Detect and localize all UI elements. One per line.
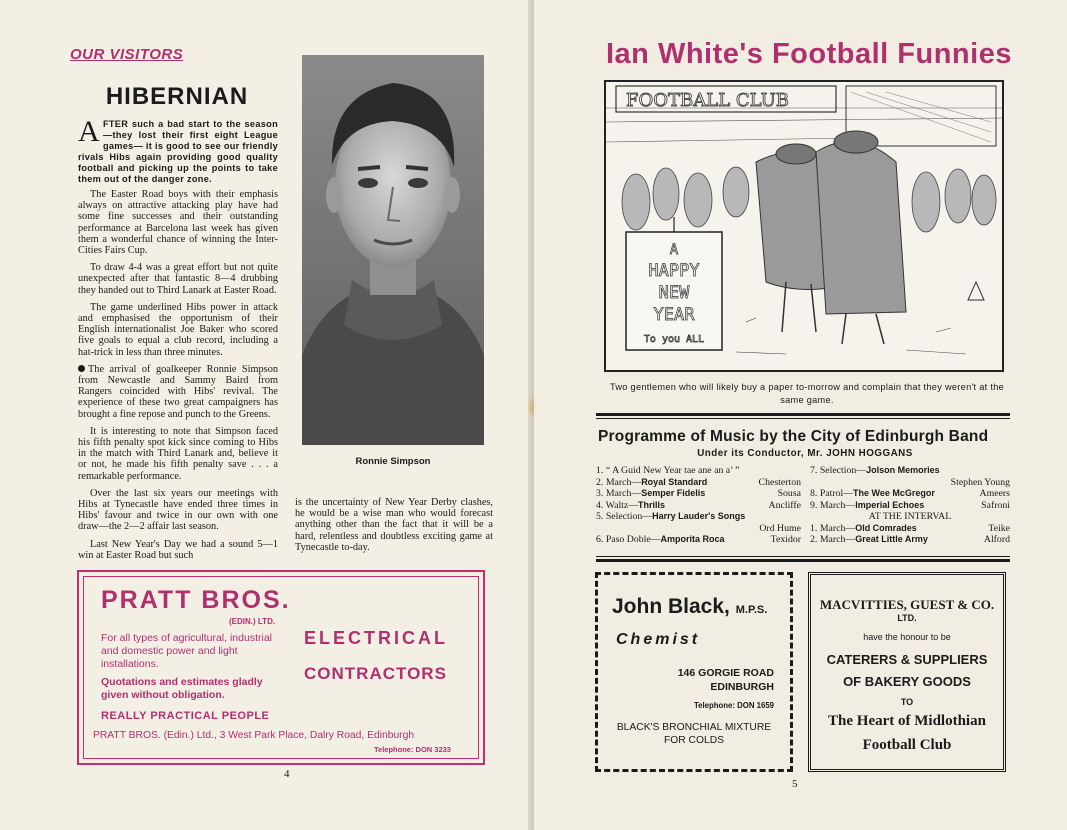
music-item <box>596 511 801 523</box>
music-composer: Safroni <box>981 499 1010 511</box>
player-photo <box>302 55 484 445</box>
music-item <box>596 465 801 477</box>
placard-line: NEW <box>658 283 690 303</box>
advert-name <box>612 595 767 619</box>
placard-line: To you ALL <box>643 334 705 345</box>
divider-rule <box>596 413 1010 416</box>
music-list-right <box>810 465 1010 546</box>
music-type: “ A Guid New Year tae ane an a’ ” <box>605 465 740 476</box>
music-item <box>596 488 801 500</box>
article-paragraph-text: The arrival of goalkeeper Ronnie Simpson from Newcastle and Sammy Baird from Rangers coincided with Hibs' revival. The experience of these two great campaigners has brought a fine repose and punch to the Greens. <box>78 363 278 420</box>
music-type: Waltz— <box>605 499 639 511</box>
music-item <box>810 488 1010 500</box>
music-composer: Stephen Young <box>950 476 1010 488</box>
music-num: 6. <box>596 534 604 545</box>
advert-product <box>598 721 790 747</box>
advert-ltd: LTD. <box>897 613 917 623</box>
article-paragraph: Over the last six years our meetings with Hibs at Tynecastle have ended three times in Hibs' favour and twice in our own with one draw—the 2—2 affair last season. <box>78 487 278 533</box>
music-item <box>596 500 801 512</box>
placard-line: YEAR <box>653 305 695 325</box>
music-title: Old Comrades <box>855 522 917 533</box>
music-type: Paso Doble— <box>605 534 661 545</box>
music-item <box>810 523 1010 535</box>
advert-product-line: FOR COLDS <box>663 735 725 746</box>
advert-address-line: 146 GORGIE ROAD <box>677 667 774 679</box>
bullet-icon <box>78 365 85 372</box>
divider-rule <box>596 559 1010 562</box>
john-black-advert <box>595 572 793 772</box>
music-num: 8. <box>810 488 818 499</box>
club-name: HIBERNIAN <box>105 83 249 110</box>
music-title: Amporita Roca <box>660 534 725 544</box>
divider-rule <box>596 556 1010 557</box>
advert-to: TO <box>900 697 914 707</box>
music-num: 4. <box>596 499 604 511</box>
music-title: Semper Fidelis <box>641 488 706 498</box>
music-type: Selection— <box>605 511 653 522</box>
music-item <box>810 465 1010 477</box>
music-type: Patrol— <box>819 488 854 499</box>
advert-description: For all types of agricultural, industrial and domestic power and light installations. <box>101 632 272 670</box>
advert-address-line: EDINBURGH <box>710 681 774 693</box>
article-paragraph: To draw 4-4 was a great effort but not quite unexpected after that fantastic 8—4 drubbing they handed out to Third Lanark at Easter Road. <box>78 262 278 296</box>
article-continuation: is the uncertainty of New Year Derby clashes, he would be a wise man who would forecast anything other than the fact that it will be a hard, relentless and doubtless exciting game at Tynecastle to-day. <box>295 497 493 553</box>
photo-caption: Ronnie Simpson <box>355 456 431 467</box>
article-intro <box>78 115 278 185</box>
advert-tagline: REALLY PRACTICAL PEOPLE <box>101 710 270 722</box>
music-num: 1. <box>596 465 604 476</box>
page-number: 5 <box>792 778 798 790</box>
music-programme-title: Programme of Music by the City of Edinburgh Band <box>598 428 989 445</box>
article-paragraph: The Easter Road boys with their emphasis always on attractive attacking play have had some fine successes and their outstanding performance at Barcelona last week has given them a wonderful chance of winning the Inter-Cities Fairs Cup. <box>78 189 278 257</box>
music-item <box>596 534 801 546</box>
article-paragraph: It is interesting to note that Simpson faced his fifth penalty spot kick since coming to Hibs in the match with Third Lanark and, believe it or not, he made his fifth penalty save . . . a remarkable performance. <box>78 425 278 482</box>
advert-name: MACVITTIES, GUEST & CO. <box>819 597 995 612</box>
page-number: 4 <box>284 768 290 780</box>
left-page <box>0 0 532 830</box>
music-item <box>810 500 1010 512</box>
music-num: 2. <box>596 476 604 488</box>
advert-telephone: Telephone: DON 1659 <box>693 701 774 710</box>
music-title: The Wee McGregor <box>853 488 935 498</box>
article-paragraph: The game underlined Hibs power in attack and emphasised the opportunism of their English internationalist Joe Baker who scored five goals to equal a club record, including a hat-trick in less than three minutes. <box>78 301 278 358</box>
advert-electrical: ELECTRICAL <box>304 628 448 648</box>
advert-name-text: John Black, <box>612 595 730 618</box>
music-num: 7. <box>810 465 818 476</box>
advert-telephone: Telephone: DON 3233 <box>374 745 451 754</box>
music-title: Jolson Memories <box>866 465 940 475</box>
advert-caterers: CATERERS & SUPPLIERS <box>826 652 988 667</box>
divider-rule <box>596 418 1010 419</box>
music-item <box>596 523 801 535</box>
advert-honour: have the honour to be <box>863 632 951 642</box>
advert-product-line: BLACK'S BRONCHIAL MIXTURE <box>616 722 772 733</box>
advert-club-suffix: Football Club <box>862 737 952 753</box>
music-composer: Teike <box>988 522 1010 534</box>
music-composer: Sousa <box>777 488 801 499</box>
drop-cap: A <box>78 115 100 148</box>
music-num: 5. <box>596 511 604 522</box>
placard-line: HAPPY <box>648 261 700 281</box>
music-num: 1. <box>810 522 818 534</box>
macvitties-advert <box>808 572 1006 772</box>
music-type: March— <box>605 476 642 488</box>
placard-line: A <box>669 242 679 258</box>
music-composer: Ord Hume <box>759 522 801 534</box>
cartoon-caption: Two gentlemen who will likely buy a paper to-morrow and complain that they weren't at the same game. <box>609 382 1005 405</box>
article-column-1 <box>78 189 278 567</box>
music-item <box>810 477 1010 489</box>
advert-bakery: OF BAKERY GOODS <box>843 674 971 689</box>
advert-quotation-line: Quotations and estimates gladly given without obligation. <box>101 676 263 701</box>
intro-text: FTER such a bad start to the season—they lost their first eight League games— it is good to see our friendly rivals Hibs again providing good quality football and picking up the points to take them out of the danger zone. <box>78 119 278 184</box>
advert-qualification: M.P.S. <box>735 604 768 616</box>
music-conductor: Under its Conductor, Mr. JOHN HOGGANS <box>697 448 913 459</box>
music-item <box>596 477 801 489</box>
music-title: Imperial Echoes <box>855 499 925 510</box>
music-composer: Texidor <box>770 534 801 545</box>
article-paragraph-bullet <box>78 364 278 420</box>
music-interval-heading: AT THE INTERVAL <box>868 511 952 522</box>
article-paragraph: Last New Year's Day we had a sound 5—1 win at Easter Road but such <box>78 538 278 561</box>
pratt-bros-advert <box>77 570 485 765</box>
advert-company-suffix: (EDIN.) LTD. <box>229 617 276 626</box>
music-num: 2. <box>810 534 818 545</box>
music-composer: Ancliffe <box>768 499 801 511</box>
music-num: 9. <box>810 499 818 511</box>
music-type: March— <box>819 534 856 545</box>
music-type: March— <box>605 488 642 499</box>
cartoon-sign-text: FOOTBALL CLUB <box>626 90 790 111</box>
music-type: Selection— <box>819 465 867 476</box>
music-composer: Alford <box>983 534 1010 545</box>
music-num: 3. <box>596 488 604 499</box>
cartoon-title: Ian White's Football Funnies <box>606 38 1012 70</box>
music-type: March— <box>819 499 856 511</box>
music-title: Thrills <box>638 499 666 510</box>
advert-company-name: PRATT BROS. <box>101 586 291 614</box>
advert-contractors: CONTRACTORS <box>304 664 447 683</box>
advert-profession: Chemist <box>616 631 701 648</box>
advert-address: PRATT BROS. (Edin.) Ltd., 3 West Park Place, Dalry Road, Edinburgh <box>93 730 415 741</box>
section-heading: OUR VISITORS <box>70 46 184 63</box>
music-type: March— <box>819 522 856 534</box>
cartoon-illustration <box>604 80 1004 372</box>
music-title: Harry Lauder's Songs <box>652 511 746 521</box>
music-title: Great Little Army <box>855 534 928 544</box>
music-title: Royal Standard <box>641 476 708 487</box>
music-list-left <box>596 465 801 546</box>
music-item <box>810 534 1010 546</box>
advert-club-name: The Heart of Midlothian <box>828 713 986 729</box>
music-composer: Chesterton <box>758 476 801 488</box>
music-composer: Ameers <box>979 488 1010 499</box>
